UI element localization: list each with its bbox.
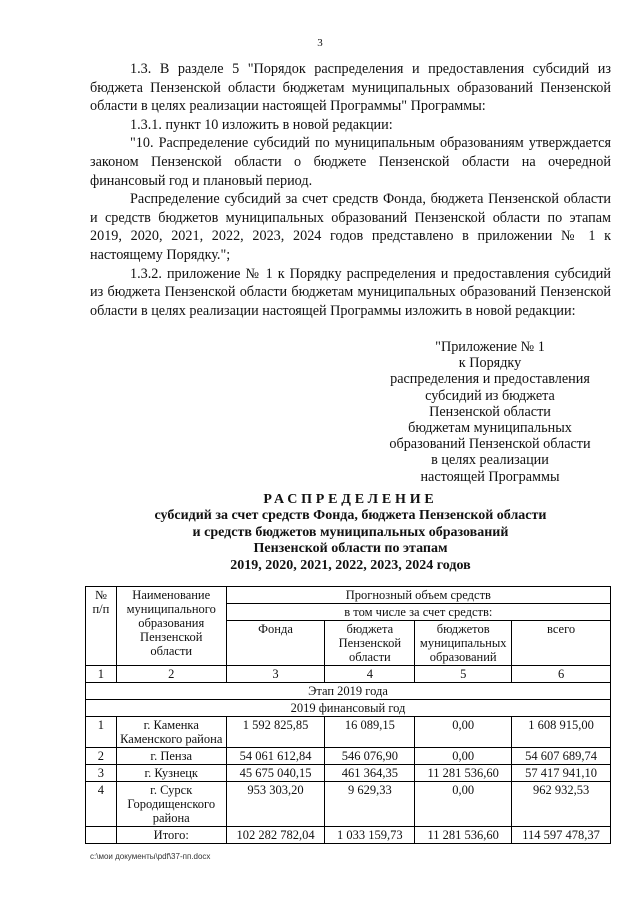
row-municipal: 0,00 xyxy=(415,717,512,748)
table-row xyxy=(86,765,611,782)
title-heading: РАСПРЕДЕЛЕНИЕ xyxy=(263,492,438,507)
table-row xyxy=(86,748,611,765)
table-row xyxy=(86,717,611,748)
footer-file-path: c:\мои документы\pdf\37-пп.docx xyxy=(90,852,211,861)
paragraph-1-3-1: 1.3.1. пункт 10 изложить в новой редакции: xyxy=(130,116,393,133)
row-name: г. Каменка Каменского района xyxy=(116,717,226,748)
table-row xyxy=(86,782,611,827)
column-number: 1 xyxy=(86,666,117,683)
total-regional: 1 033 159,73 xyxy=(325,827,415,844)
row-name: г. Пенза xyxy=(116,748,226,765)
document-title xyxy=(90,492,611,574)
appendix-line: "Приложение № 1 xyxy=(435,339,545,355)
stage-label: Этап 2019 года xyxy=(86,683,611,700)
total-label: Итого: xyxy=(116,827,226,844)
column-number: 3 xyxy=(226,666,325,683)
row-total: 54 607 689,74 xyxy=(512,748,611,765)
row-total: 1 608 915,00 xyxy=(512,717,611,748)
title-line: Пензенской области по этапам xyxy=(253,541,448,557)
row-fund: 953 303,20 xyxy=(226,782,325,827)
row-fund: 1 592 825,85 xyxy=(226,717,325,748)
appendix-line: в целях реализации xyxy=(431,452,549,469)
appendix-line: настоящей Программы xyxy=(420,468,560,485)
total-row xyxy=(86,827,611,844)
appendix-line: субсидий из бюджета xyxy=(425,387,555,404)
row-name: г. Кузнецк xyxy=(116,765,226,782)
header-forecast: Прогнозный объем средств xyxy=(226,587,610,604)
row-regional: 16 089,15 xyxy=(325,717,415,748)
title-line: субсидий за счет средств Фонда, бюджета Пензенской области xyxy=(154,508,547,524)
column-number: 5 xyxy=(415,666,512,683)
column-numbers-row xyxy=(86,666,611,683)
header-fund: Фонда xyxy=(226,621,325,666)
row-total: 57 417 941,10 xyxy=(512,765,611,782)
column-number: 2 xyxy=(116,666,226,683)
header-including: в том числе за счет средств: xyxy=(226,604,610,621)
paragraph-distribution: Распределение субсидий за счет средств Фонда, бюджета Пензенской области и средств бюджетов муниципальных образований Пензенской области по этапам 2019, 2020, 2021, 2022, 2023, 2024 годов представлено в приложении № 1 к настоящему Порядку."; xyxy=(90,191,611,263)
row-regional: 546 076,90 xyxy=(325,748,415,765)
row-municipal: 0,00 xyxy=(415,748,512,765)
row-num: 3 xyxy=(86,765,117,782)
appendix-line: к Порядку xyxy=(458,355,522,372)
row-fund: 54 061 612,84 xyxy=(226,748,325,765)
column-number: 4 xyxy=(325,666,415,683)
header-regional: бюджета Пензенской области xyxy=(325,621,415,666)
row-municipal: 0,00 xyxy=(415,782,512,827)
total-fund: 102 282 782,04 xyxy=(226,827,325,844)
row-num: 4 xyxy=(86,782,117,827)
document-body xyxy=(90,60,611,320)
appendix-line: бюджетам муниципальных xyxy=(408,420,572,437)
total-municipal: 11 281 536,60 xyxy=(415,827,512,844)
distribution-table xyxy=(85,586,611,844)
row-num: 1 xyxy=(86,717,117,748)
total-total: 114 597 478,37 xyxy=(512,827,611,844)
header-total: всего xyxy=(512,621,611,666)
row-name: г. Сурск Городищенского района xyxy=(116,782,226,827)
appendix-line: распределения и предоставления xyxy=(390,371,590,388)
row-total: 962 932,53 xyxy=(512,782,611,827)
row-fund: 45 675 040,15 xyxy=(226,765,325,782)
title-line: 2019, 2020, 2021, 2022, 2023, 2024 годов xyxy=(230,557,471,573)
header-name: Наименование муниципального образования Пензенской области xyxy=(116,587,226,666)
fiscal-year-label: 2019 финансовый год xyxy=(86,700,611,717)
page-number: 3 xyxy=(317,37,323,49)
row-regional: 461 364,35 xyxy=(325,765,415,782)
header-num: № п/п xyxy=(86,587,117,666)
paragraph-10: "10. Распределение субсидий по муниципальным образованиям утверждается законом Пензенской области о бюджете Пензенской области на очередной финансовый год и плановый период. xyxy=(90,135,611,189)
paragraph-1-3: 1.3. В разделе 5 "Порядок распределения и предоставления субсидий из бюджета Пензенской области бюджетам муниципальных образований Пензенской области в целях реализации настоящей Программы" Программы: xyxy=(90,61,611,115)
appendix-line: образований Пензенской области xyxy=(389,436,591,453)
row-municipal: 11 281 536,60 xyxy=(415,765,512,782)
appendix-line: Пензенской области xyxy=(429,403,551,420)
row-num: 2 xyxy=(86,748,117,765)
row-regional: 9 629,33 xyxy=(325,782,415,827)
appendix-reference xyxy=(370,339,610,485)
total-empty-cell xyxy=(86,827,117,844)
paragraph-1-3-2: 1.3.2. приложение № 1 к Порядку распределения и предоставления субсидий из бюджета Пензенской области бюджетам муниципальных образований Пензенской области в целях реализации настоящей Программы изложить в новой редакции: xyxy=(90,265,611,319)
column-number: 6 xyxy=(512,666,611,683)
header-municipal: бюджетов муниципальных образований xyxy=(415,621,512,666)
title-line: и средств бюджетов муниципальных образований xyxy=(192,524,509,540)
